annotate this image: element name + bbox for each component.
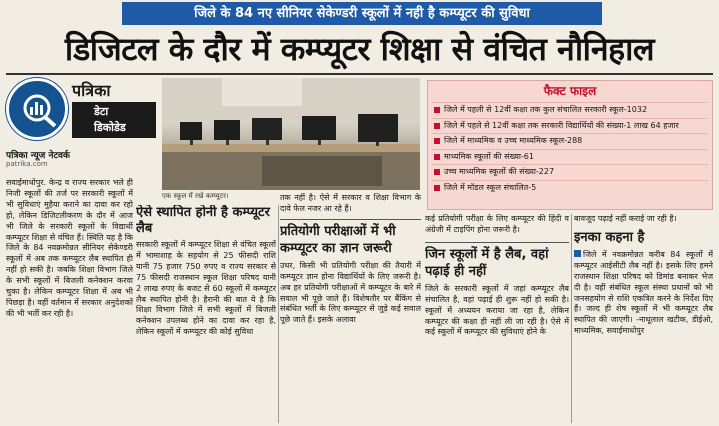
page-title: डिजिटल के दौर में कम्प्यूटर शिक्षा से वंचित नौनिहाल xyxy=(64,30,655,68)
list-item xyxy=(432,133,708,149)
section-heading-exams: प्रतियोगी परीक्षाओं में भी कम्प्यूटर का ज्ञान जरूरी xyxy=(280,219,421,257)
fact-text: जिले में पहली से 12वीं कक्षा तक कुल संचालित सरकारी स्कूल-1032 xyxy=(444,105,648,114)
bullet-square-icon xyxy=(434,185,440,191)
section-text-no-teaching: जिले के सरकारी स्कूलों में जहां कम्प्यूटर लैब संचालित है, वहां पढ़ाई ही शुरू नहीं हो सकी है। स्कूलों में अध्ययन कराया जा रहा है, लेकिन कम्प्यूटर की कक्षा ही नहीं ली जा रही है। ऐसे में कई स्कूलों में कम्प्यूटर की सुविधाएं होने के xyxy=(425,283,569,337)
fact-text: जिले में मॉडल स्कूल संचालित-5 xyxy=(444,182,537,192)
magnifier-chart-icon xyxy=(6,78,68,140)
section-text-exams: उधर, किसी भी प्रतियोगी परीक्षा की तैयारी में कम्प्यूटर ज्ञान होना विद्यार्थियों के लिए जरूरी है। अब हर प्रतियोगी परीक्षाओं में कम्प्यूटर के बारे में सवाल भी पूछे जाते हैं। विशेषतौर पर बैंकिंग से संबंधित भर्ती के लिए कम्प्यूटर से जुड़े कई सवाल पूछे जाते हैं। इसके अलावा xyxy=(280,260,421,325)
article-column-5 xyxy=(574,214,713,423)
fact-file-title: फैक्ट फाइल xyxy=(543,84,597,98)
list-item xyxy=(432,149,708,165)
continued-text: तक नहीं है। ऐसे में सरकार व शिक्षा विभाग के दावे फेल नजर आ रहे हैं। xyxy=(280,193,421,213)
section-heading-lab: ऐसे स्थापित होनी है कम्प्यूटर लैब xyxy=(136,205,270,236)
fact-file-box xyxy=(427,80,713,210)
bullet-square-icon xyxy=(434,169,440,175)
list-item xyxy=(432,164,708,180)
continued-text: कई प्रतियोगी परीक्षा के लिए कम्प्यूटर की हिंदी व अंग्रेजी में टाइपिंग होना जरूरी है। xyxy=(425,214,569,234)
column-divider xyxy=(571,214,572,423)
list-item xyxy=(432,102,708,118)
photo-caption: एक स्कूल में रखे कम्प्यूटर। xyxy=(162,192,229,200)
column-divider xyxy=(278,205,279,423)
site-link: patrika.com xyxy=(6,160,48,168)
article-column-2 xyxy=(136,205,276,423)
quote-icon xyxy=(574,250,581,257)
continued-text: बावजूद पढ़ाई नहीं कराई जा रही है। xyxy=(574,214,677,223)
badge-tag xyxy=(72,102,156,138)
bullet-square-icon xyxy=(434,138,440,144)
data-decoded-badge xyxy=(6,78,156,140)
section-text-lab: सरकारी स्कूलों में कम्प्यूटर शिक्षा से वंचित स्कूलों में भामाशाह के सहयोग से 25 फीसदी राशि यानी 75 हजार 750 रुपए व राज्य सरकार से 75 फीसदी राजस्थान स्कूल शिक्षा परिषद यानी 2 लाख रुपए के बजट से 60 स्कूलों में कम्प्यूटर लैब स्थापित होनी है। हैरानी की बात ये है कि शिक्षा विभाग जिले में सभी स्कूलों में बिजली कनेक्शन उपलब्ध होने का दावा कर रहा है, लेकिन स्कूलों में कम्प्यूटर की कोई सुविधा xyxy=(136,240,276,337)
fact-text: जिले में माध्यमिक व उच्च माध्यमिक स्कूल-288 xyxy=(444,136,583,145)
article-column-1: सवाईमाधोपुर. केन्द्र व राज्य सरकार भले ही निजी स्कूलों की तर्ज पर सरकारी स्कूलों में भी सुविधाएं मुहैया कराने का दावा कर रहो हो, लेकिन डिजिटलीकरण के दौर में आज भी जिले के सरकारी स्कूलों के विद्यार्थी कम्प्यूटर शिक्षा से वंचित हैं। स्थिति यह है कि जिले के 84 नवक्रमोन्नत सीनियर सेकेण्डरी स्कूलों में अब तक कम्प्यूटर लैब स्थापित ही नहीं हो सकी है। जबकि शिक्षा विभाग जिले के सभी स्कूलों में बिजली कनेक्शन करवा चुका है। लेकिन कम्प्यूटर शिक्षा में अब भी पिछड़ा है। वहीं वर्तमान में सरकार अनुदेशकों की भी भर्ती कर रही है। xyxy=(6,178,133,318)
list-item xyxy=(432,180,708,196)
fact-text: उच्च माध्यमिक स्कूलों की संख्या-227 xyxy=(444,167,555,176)
fact-list xyxy=(428,102,712,195)
kicker-banner: जिले के 84 नए सीनियर सेकेण्डरी स्कूलों में नही है कम्प्यूटर की सुविधा xyxy=(122,2,602,25)
classroom-computers-photo xyxy=(162,78,420,190)
statement-quote: जिले में नवक्रमोन्नत करीब 84 स्कूलों में कम्प्यूटर आईसीटी लैब नहीं है। इसके लिए हमने राजस्थान शिक्षा परिषद को डिमांड बनाकर भेज दी है। वहीं संबंधित स्कूल संस्था प्रधानों को भी जनसहयोग से राशि एकत्रित करने के निर्देश दिए हैं। जल्द ही शेष स्कूलों में भी कम्प्यूटर लैब स्थापित की जाएगी। -नाथूलाल खटीक, डीईओ, माध्यमिक, सवाईमाधोपुर xyxy=(574,249,713,336)
byline: पत्रिका न्यूज नेटवर्क xyxy=(6,151,70,161)
fact-text: जिले में पहले से 12वीं कक्षा तक सरकारी विद्यार्थियों की संख्या-1 लाख 64 हजार xyxy=(444,120,679,130)
bullet-square-icon xyxy=(434,107,440,113)
fact-text: माध्यमिक स्कूलों की संख्या-61 xyxy=(444,151,534,161)
section-heading-statement: इनका कहना है xyxy=(574,229,645,245)
article-column-4 xyxy=(425,214,569,423)
list-item xyxy=(432,118,708,134)
headline-rule xyxy=(6,73,713,75)
statement-text xyxy=(574,250,713,337)
bullet-square-icon xyxy=(434,123,440,129)
badge-tag-line2: डिकोडेड xyxy=(94,121,126,134)
bullet-square-icon xyxy=(434,154,440,160)
brand-name: पत्रिका xyxy=(72,81,111,100)
article-column-3 xyxy=(280,193,421,423)
section-heading-no-teaching: जिन स्कूलों में है लैब, वहां पढ़ाई ही नहीं xyxy=(425,242,569,280)
badge-tag-line1: डेटा xyxy=(94,105,109,118)
